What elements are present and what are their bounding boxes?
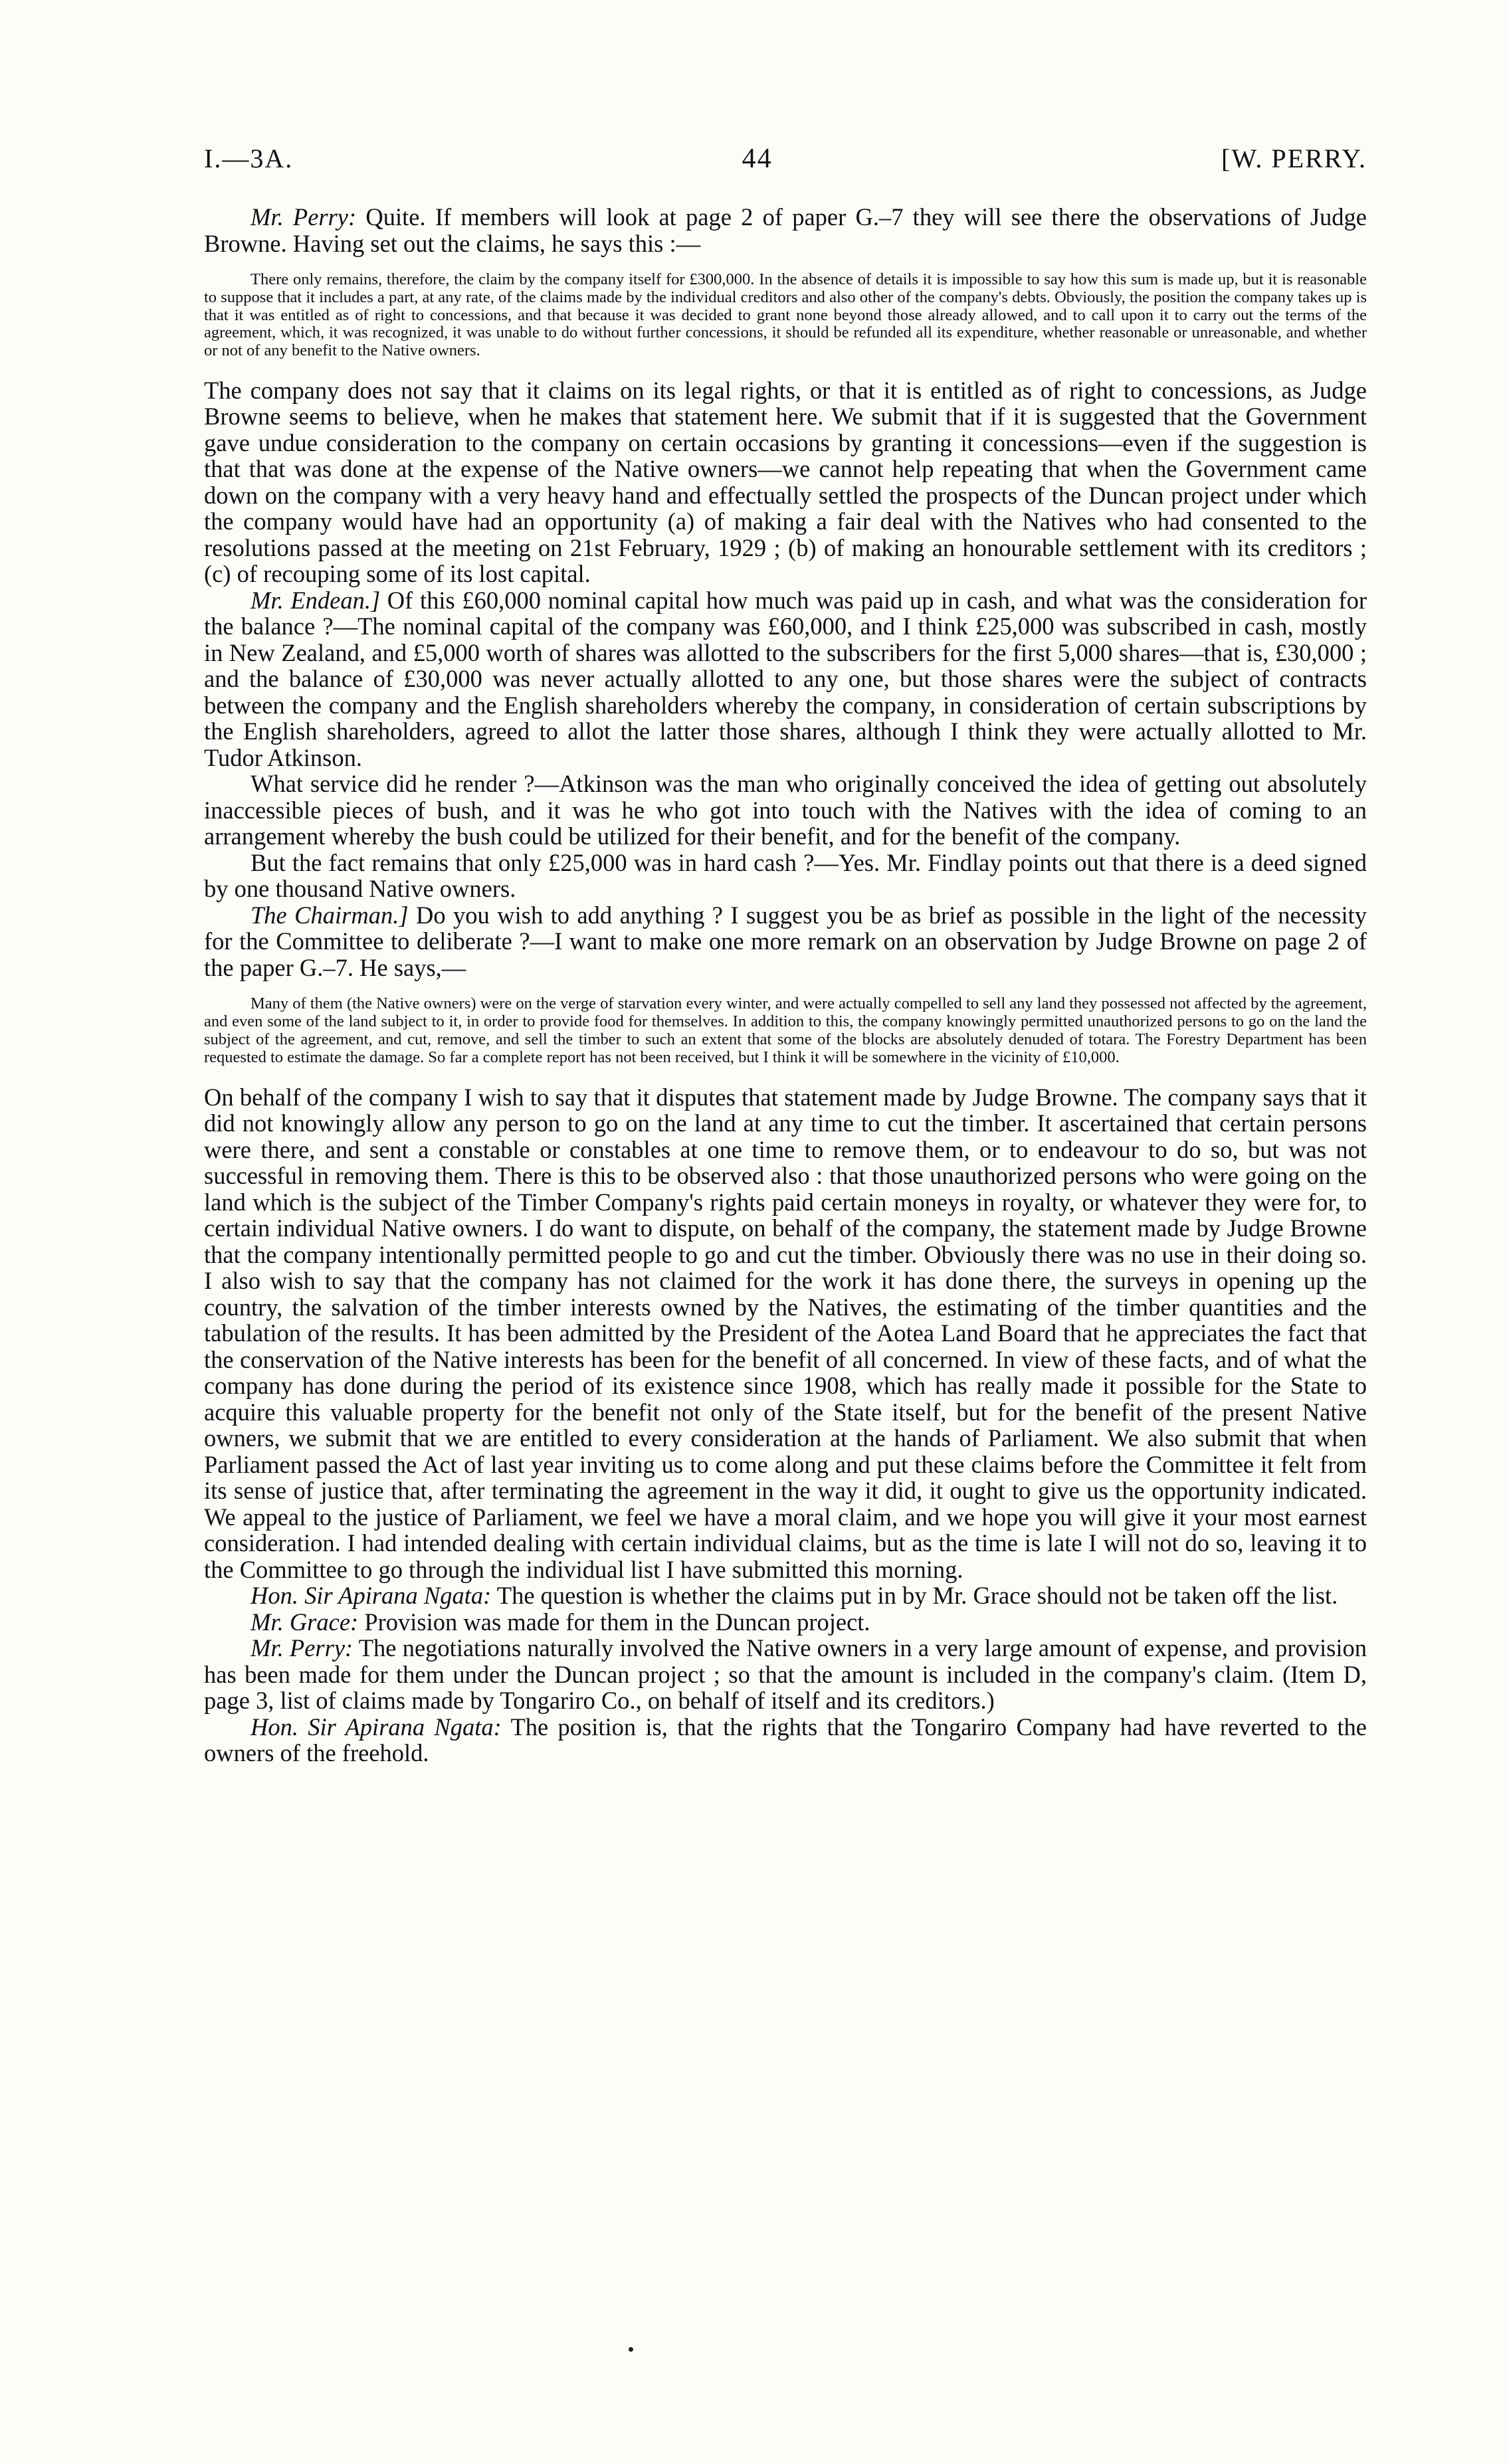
- paragraph-text: Do you wish to add anything ? I suggest you be as brief as possible in the light of the necessity for the Committee to deliberate ?—I want to make one more remark on an observation by Judge Browne on page 2 of the paper G.–7. He says,—: [204, 901, 1367, 981]
- paragraph-chairman: [204, 902, 1367, 981]
- paragraph-text: Quite. If members will look at page 2 of paper G.–7 they will see there the observations of Judge Browne. Having set out the claims, he says this :—: [204, 203, 1367, 257]
- parliamentary-paper-ref: I.—3A.: [204, 143, 294, 173]
- paragraph-atkinson-service: What service did he render ?—Atkinson was the man who originally conceived the idea of getting out absolutely inaccessible pieces of bush, and it was he who got into touch with the Natives with the idea of coming to an arrangement whereby the bush could be utilized for their benefit, and for the benefit of the company.: [204, 770, 1367, 850]
- speaker-label: Mr. Perry:: [251, 1634, 353, 1662]
- page-header: [204, 143, 1367, 175]
- paragraph-text: The question is whether the claims put in by Mr. Grace should not be taken off the list.: [491, 1582, 1338, 1610]
- quoted-extract-claims: There only remains, therefore, the claim by the company itself for £300,000. In the absence of details it is impossible to say how this sum is made up, but it is reasonable to suppose that it includes a part, at any rate, of the claims made by the individual creditors and also other of the company's debts. Obviously, the position the company takes up is that it was entitled as of right to concessions, and that because it was decided to grant none beyond those already allowed, and to call upon it to carry out the terms of the agreement, which, it was recognized, it was unable to do without further concessions, it should be refunded all its expenditure, whether reasonable or unreasonable, and whether or not of any benefit to the Native owners.: [204, 270, 1367, 360]
- witness-name: [W. PERRY.: [1221, 143, 1367, 173]
- paragraph-text: The negotiations naturally involved the Native owners in a very large amount of expense, and provision has been made for them under the Duncan project ; so that the amount is included in the company's claim. (Item D, page 3, list of claims made by Tongariro Co., on behalf of itself and its creditors.): [204, 1634, 1367, 1715]
- quoted-extract-native-owners: Many of them (the Native owners) were on the verge of starvation every winter, and were actually compelled to sell any land they possessed not affected by the agreement, and even some of the land subject to it, in order to provide food for themselves. In addition to this, the company knowingly permitted unauthorized persons to go on the land the subject of the agreement, and cut, remove, and sell the timber to such an extent that some of the blocks are absolutely denuded of totara. The Forestry Department has been requested to estimate the damage. So far a complete report has not been received, but I think it will be somewhere in the vicinity of £10,000.: [204, 995, 1367, 1066]
- paragraph-company-response: The company does not say that it claims on its legal rights, or that it is entitled as of right to concessions, as Judge Browne seems to believe, when he makes that statement here. We submit that if it is suggested that the Government gave undue consideration to the company on certain occasions by granting it concessions—even if the suggestion is that that was done at the expense of the Native owners—we cannot help repeating that when the Government came down on the company with a very heavy hand and effectually settled the prospects of the Duncan project under which the company would have had an opportunity (a) of making a fair deal with the Natives who had consented to the resolutions passed at the meeting on 21st February, 1929 ; (b) of making an honourable settlement with its creditors ; (c) of recouping some of its lost capital.: [204, 376, 1367, 588]
- speaker-label: Hon. Sir Apirana Ngata:: [251, 1713, 502, 1741]
- paragraph-hard-cash: But the fact remains that only £25,000 was in hard cash ?—Yes. Mr. Findlay points out that there is a deed signed by one thousand Native owners.: [204, 848, 1367, 903]
- paragraph-grace: [204, 1609, 1367, 1636]
- paragraph-company-disputes: On behalf of the company I wish to say that it disputes that statement made by Judge Browne. The company says that it did not knowingly allow any person to go on the land at any time to cut the timber. It ascertained that certain persons were there, and sent a constable or constables at one time to remove them, or to endeavour to do so, but was not successful in removing them. There is this to be observed also : that those unauthorized persons who were going on the land which is the subject of the Timber Company's rights paid certain moneys in royalty, or whatever they were for, to certain individual Native owners. I do want to dispute, on behalf of the company, the statement made by Judge Browne that the company intentionally permitted people to go and cut the timber. Obviously there was no use in their doing so. I also wish to say that the company has not claimed for the work it has done there, the surveys in opening up the country, the salvation of the timber interests owned by the Natives, the estimating of the timber quantities and the tabulation of the results. It has been admitted by the President of the Aotea Land Board that he appreciates the fact that the conservation of the Native interests has been for the benefit of all concerned. In view of these facts, and of what the company has done during the period of its existence since 1908, which has really made it possible for the State to acquire this valuable property for the benefit not only of the State itself, but for the benefit of the present Native owners, we submit that we are entitled to every consideration at the hands of Parliament. We also submit that when Parliament passed the Act of last year inviting us to come along and put these claims before the Committee it felt from its sense of justice that, after terminating the agreement in the way it did, it ought to give us the opportunity indicated. We appeal to the justice of Parliament, we feel we have a moral claim, and we hope you will give it your most earnest consideration. I had intended dealing with certain individual claims, but as the time is late I will not do so, leaving it to the Committee to go through the individual list I have submitted this morning.: [204, 1083, 1367, 1583]
- page-number: 44: [742, 143, 773, 174]
- speaker-label: Mr. Grace:: [251, 1608, 359, 1636]
- speaker-label: Hon. Sir Apirana Ngata:: [251, 1582, 492, 1610]
- paragraph-ngata-position: [204, 1714, 1367, 1766]
- paragraph-text: The position is, that the rights that the Tongariro Company had have reverted to the owners of the freehold.: [204, 1713, 1367, 1767]
- paragraph-text: Of this £60,000 nominal capital how much was paid up in cash, and what was the consideration for the balance ?—The nominal capital of the company was £60,000, and I think £25,000 was subscribed in cash, mostly in New Zealand, and £5,000 worth of shares was allotted to the subscribers for the first 5,000 shares—that is, £30,000 ; and the balance of £30,000 was never actually allotted to any one, but those shares were the subject of contracts between the company and the English shareholders whereby the company, in consideration of certain subscriptions by the English shareholders, agreed to allot the latter those shares, although I think they were actually allotted to Mr. Tudor Atkinson.: [204, 586, 1367, 771]
- ink-dot: [629, 2347, 633, 2352]
- paragraph-perry-quite: [204, 204, 1367, 256]
- paragraph-text: Provision was made for them in the Duncan project.: [358, 1608, 870, 1636]
- document-page: [204, 143, 1367, 1766]
- speaker-label: Mr. Perry:: [251, 203, 357, 231]
- paragraph-ngata-question: [204, 1582, 1367, 1609]
- speaker-label: The Chairman.]: [251, 901, 409, 929]
- paragraph-perry-negotiations: [204, 1635, 1367, 1714]
- speaker-label: Mr. Endean.]: [251, 586, 381, 614]
- paragraph-endean-question: [204, 587, 1367, 771]
